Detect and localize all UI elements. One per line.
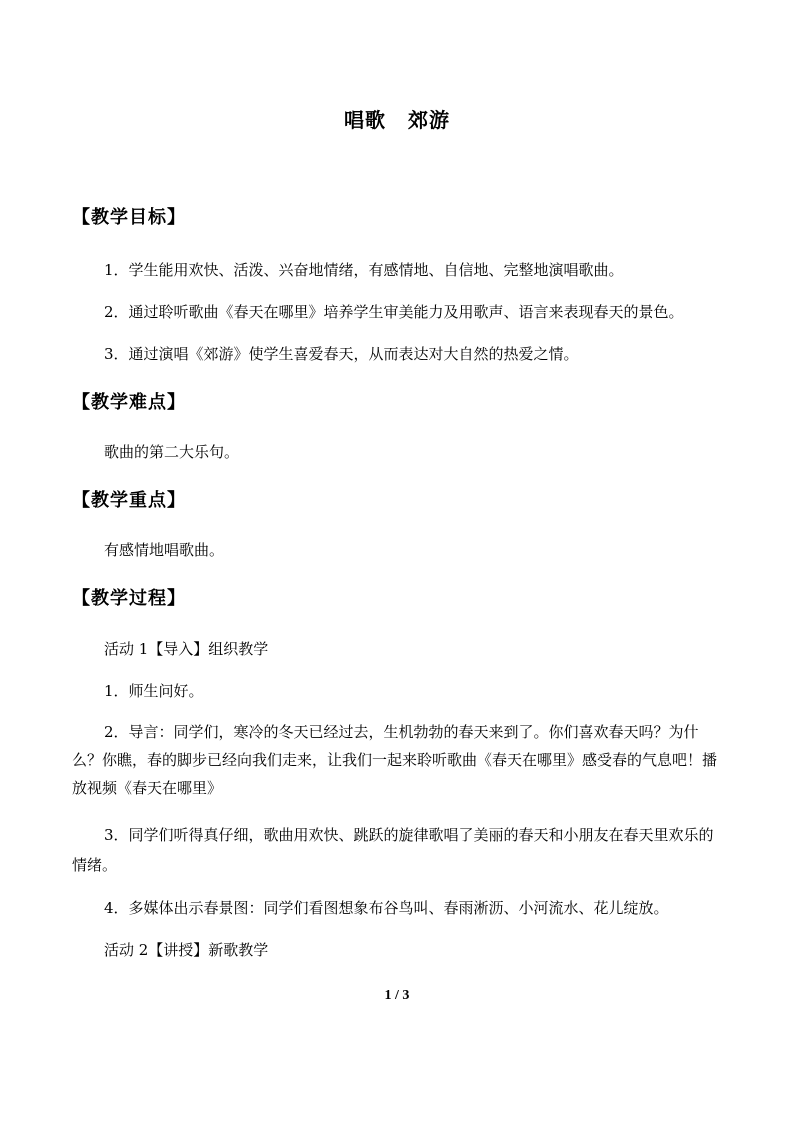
difficulty-text: 歌曲的第二大乐句。 xyxy=(104,443,240,461)
activity-1-label: 活动 1【导入】组织教学 xyxy=(104,640,269,658)
heading-difficulty: 【教学难点】 xyxy=(72,392,186,413)
page-title xyxy=(0,104,794,133)
heading-key-point: 【教学重点】 xyxy=(72,490,186,511)
activity-2-label: 活动 2【讲授】新歌教学 xyxy=(104,941,269,959)
objective-item-2: 2．通过聆听歌曲《春天在哪里》培养学生审美能力及用歌声、语言来表现春天的景色。 xyxy=(104,303,684,321)
process-step-4: 4．多媒体出示春景图：同学们看图想象布谷鸟叫、春雨淅沥、小河流水、花儿绽放。 xyxy=(104,899,669,917)
heading-process: 【教学过程】 xyxy=(72,588,186,609)
key-point-text: 有感情地唱歌曲。 xyxy=(104,541,225,559)
objective-item-1: 1．学生能用欢快、活泼、兴奋地情绪，有感情地、自信地、完整地演唱歌曲。 xyxy=(104,261,624,279)
title-part-2: 郊游 xyxy=(408,108,450,132)
heading-objectives: 【教学目标】 xyxy=(72,207,186,228)
objective-item-3: 3．通过演唱《郊游》使学生喜爱春天，从而表达对大自然的热爱之情。 xyxy=(104,345,579,363)
process-step-1: 1．师生问好。 xyxy=(104,682,204,700)
process-step-3: 3．同学们听得真仔细，歌曲用欢快、跳跃的旋律歌唱了美丽的春天和小朋友在春天里欢乐的情绪。 xyxy=(72,826,714,874)
title-part-1: 唱歌 xyxy=(344,108,386,132)
process-step-2: 2．导言：同学们，寒冷的冬天已经过去，生机勃勃的春天来到了。你们喜欢春天吗？为什么？你瞧，春的脚步已经向我们走来，让我们一起来聆听歌曲《春天在哪里》感受春的气息吧！播放视频《春天在哪里》 xyxy=(72,723,718,797)
page-number: 1 / 3 xyxy=(384,988,410,1003)
